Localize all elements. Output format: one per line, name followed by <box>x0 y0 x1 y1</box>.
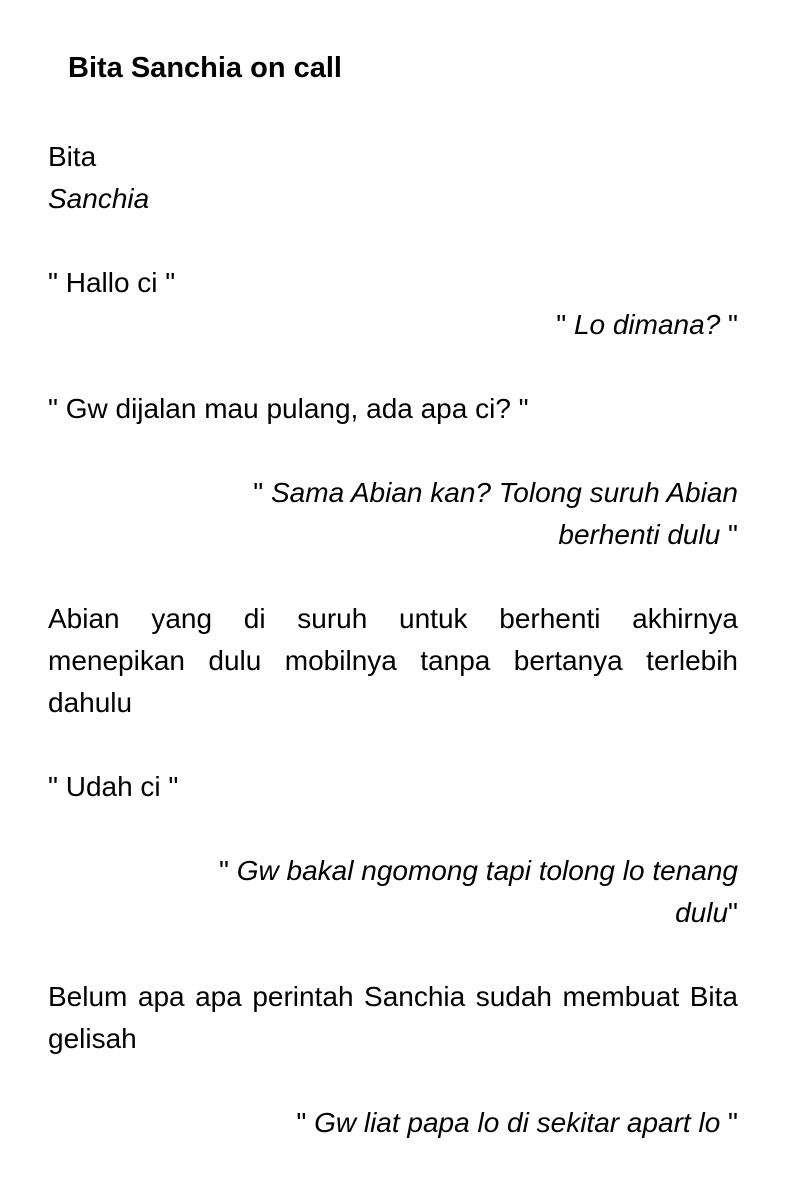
spacer <box>48 556 738 598</box>
dialogue-sanchia-3-line-1: " Gw bakal ngomong tapi tolong lo tenang <box>219 855 738 886</box>
dialogue-sanchia-4: " Gw liat papa lo di sekitar apart lo " <box>296 1107 738 1138</box>
dialogue-sanchia-3-line-2: dulu" <box>675 897 738 928</box>
narration-2: Belum apa apa perintah Sanchia sudah membuat Bita gelisah <box>48 981 738 1054</box>
dialogue-bita-2: " Gw dijalan mau pulang, ada apa ci? " <box>48 393 529 424</box>
spacer <box>48 430 738 472</box>
spacer <box>48 808 738 850</box>
dialogue-sanchia-1: " Lo dimana? " <box>556 309 738 340</box>
character-bita: Bita <box>48 141 97 172</box>
story-page <box>48 48 738 1144</box>
spacer <box>48 724 738 766</box>
character-sanchia-text: Sanchia <box>48 183 150 214</box>
spacer <box>48 220 738 262</box>
spacer <box>48 934 738 976</box>
dialogue-sanchia-2-line-1: " Sama Abian kan? Tolong suruh Abian <box>253 477 738 508</box>
dialogue-bita-1: " Hallo ci " <box>48 267 176 298</box>
spacer <box>48 1060 738 1102</box>
story-title: Bita Sanchia on call <box>68 52 342 84</box>
dialogue-sanchia-2-line-2: berhenti dulu " <box>558 519 738 550</box>
narration-1: Abian yang di suruh untuk berhenti akhirnya menepikan dulu mobilnya tanpa bertanya terlebih dahulu <box>48 603 738 718</box>
character-sanchia <box>48 178 738 220</box>
dialogue-bita-3: " Udah ci " <box>48 771 179 802</box>
spacer <box>48 346 738 388</box>
